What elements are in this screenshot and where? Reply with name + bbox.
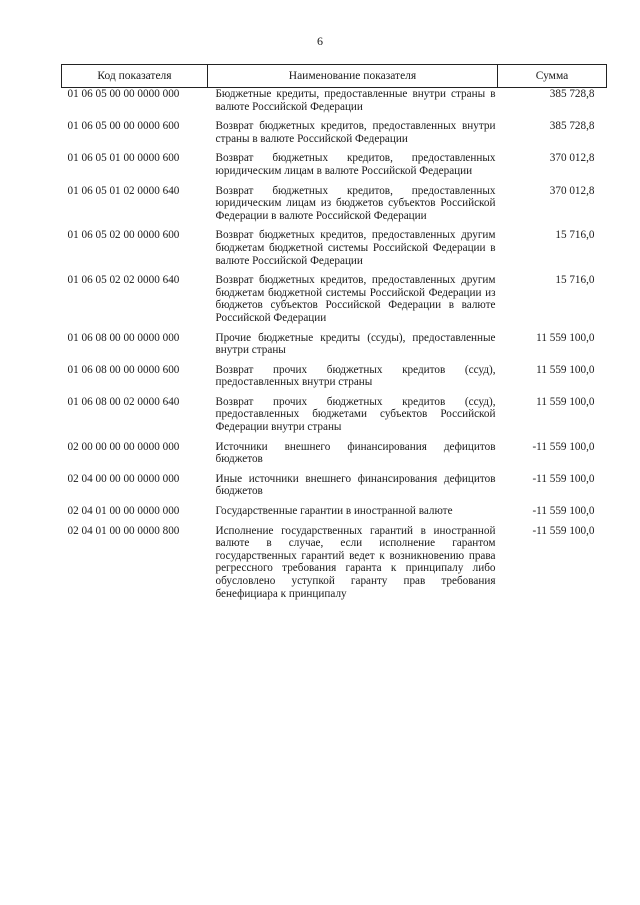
- row-name: Возврат бюджетных кредитов, предоставленных юридическим лицам в валюте Российской Федерации: [215, 152, 496, 177]
- row-sum: 11 559 100,0: [536, 395, 595, 408]
- row-code: 02 04 00 00 00 0000 000: [67, 472, 180, 485]
- row-code: 02 04 01 00 00 0000 800: [67, 524, 180, 537]
- header-sum: Сумма: [498, 65, 607, 88]
- row-sum: -11 559 100,0: [532, 524, 595, 537]
- row-sum: 385 728,8: [549, 120, 595, 133]
- row-code: 01 06 05 02 00 0000 600: [67, 229, 180, 242]
- row-sum: 370 012,8: [549, 184, 595, 197]
- row-code: 01 06 08 00 02 0000 640: [67, 395, 180, 408]
- row-code: 01 06 05 00 00 0000 600: [67, 120, 180, 133]
- row-name: Прочие бюджетные кредиты (ссуды), предоставленные внутри страны: [215, 331, 496, 357]
- row-sum: -11 559 100,0: [532, 472, 595, 485]
- table-row: [62, 441, 607, 473]
- row-sum: 385 728,8: [549, 88, 595, 100]
- table-row: [62, 473, 607, 505]
- row-name: Возврат прочих бюджетных кредитов (ссуд), предоставленных внутри страны: [215, 363, 496, 389]
- row-name: Бюджетные кредиты, предоставленные внутри страны в валюте Российской Федерации: [215, 88, 496, 113]
- table-row: [62, 332, 607, 364]
- page-number: 6: [317, 34, 323, 48]
- table-row: [62, 152, 607, 184]
- row-code: 02 00 00 00 00 0000 000: [67, 440, 180, 453]
- table-row: [62, 120, 607, 152]
- row-sum: 11 559 100,0: [536, 363, 595, 376]
- row-code: 01 06 08 00 00 0000 600: [67, 363, 180, 376]
- table-row: [62, 229, 607, 274]
- table-row: [62, 274, 607, 331]
- row-name: Возврат бюджетных кредитов, предоставленных внутри страны в валюте Российской Федерации: [215, 120, 496, 145]
- row-code: 01 06 05 02 02 0000 640: [67, 274, 180, 287]
- row-code: 02 04 01 00 00 0000 000: [67, 505, 180, 518]
- table-row: [62, 525, 607, 608]
- row-sum: 15 716,0: [555, 274, 595, 287]
- header-name: Наименование показателя: [208, 65, 498, 88]
- table-row: [62, 88, 607, 121]
- row-code: 01 06 08 00 00 0000 000: [67, 331, 180, 344]
- row-name: Возврат бюджетных кредитов, предоставленных юридическим лицам из бюджетов субъектов Российской Федерации в валюте Российской Федерации: [215, 184, 496, 222]
- row-name: Государственные гарантии в иностранной валюте: [215, 505, 453, 518]
- row-name: Иные источники внешнего финансирования дефицитов бюджетов: [215, 472, 496, 498]
- row-name: Возврат бюджетных кредитов, предоставленных другим бюджетам бюджетной системы Российской Федерации в валюте Российской Федерации: [215, 229, 496, 267]
- table-row: [62, 396, 607, 441]
- row-code: 01 06 05 00 00 0000 000: [67, 88, 180, 100]
- table-row: [62, 364, 607, 396]
- row-code: 01 06 05 01 00 0000 600: [67, 152, 180, 165]
- row-name: Источники внешнего финансирования дефицитов бюджетов: [215, 440, 496, 466]
- budget-sources-table: [61, 64, 607, 607]
- table-body: [62, 88, 607, 608]
- row-name: Возврат прочих бюджетных кредитов (ссуд), предоставленных бюджетами субъектов Российской Федерации внутри страны: [215, 395, 496, 434]
- row-sum: 15 716,0: [555, 229, 595, 242]
- table-row: [62, 505, 607, 525]
- row-name: Возврат бюджетных кредитов, предоставленных другим бюджетам бюджетной системы Российской Федерации из бюджетов субъектов Российской Федерации в валюте Российской Федерации: [215, 274, 496, 324]
- row-sum: 370 012,8: [549, 152, 595, 165]
- header-code: Код показателя: [62, 65, 208, 88]
- row-name: Исполнение государственных гарантий в иностранной валюте в случае, если исполнение гарантом государственных гарантий ведет к возникновению права регрессного требования гаранта к принципалу либо обусловлено уступкой гаранту прав требования бенефициара к принципалу: [215, 524, 496, 600]
- row-code: 01 06 05 01 02 0000 640: [67, 184, 180, 197]
- row-sum: -11 559 100,0: [532, 505, 595, 518]
- table-header: [62, 65, 607, 88]
- table-row: [62, 185, 607, 230]
- row-sum: 11 559 100,0: [536, 331, 595, 344]
- row-sum: -11 559 100,0: [532, 440, 595, 453]
